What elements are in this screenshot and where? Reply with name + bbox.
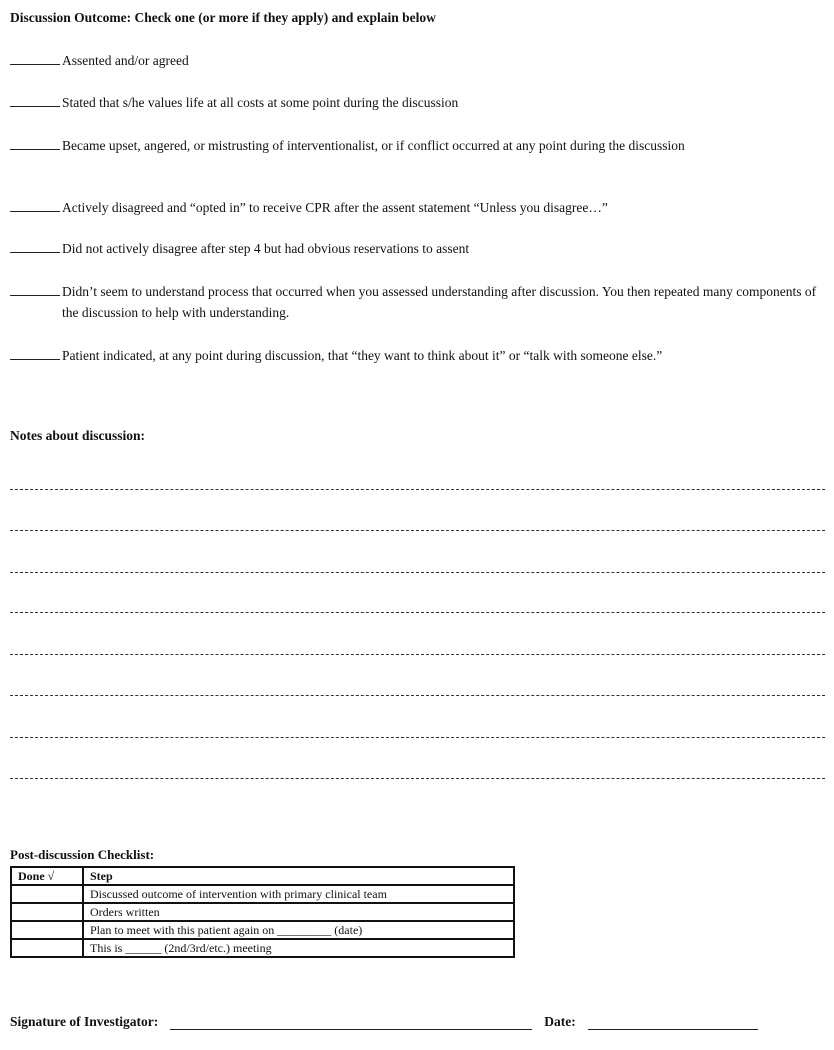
outcome-option-text: Became upset, angered, or mistrusting of interventionalist, or if conflict occurred at any point during the discussion [62,138,685,153]
signature-field[interactable] [170,1015,532,1030]
outcome-option[interactable] [10,50,825,71]
outcome-option[interactable] [10,281,825,323]
checklist-row [11,939,514,957]
outcome-option-text: Did not actively disagree after step 4 but had obvious reservations to assent [62,241,470,256]
done-cell[interactable] [11,939,83,957]
checkbox-blank[interactable] [10,281,60,296]
outcome-option[interactable] [10,197,825,218]
date-label: Date: [544,1014,576,1029]
checkbox-blank[interactable] [10,135,60,150]
outcome-option[interactable] [10,92,825,113]
outcome-option-text: Assented and/or agreed [62,53,189,68]
step-cell: Orders written [83,903,514,921]
notes-line[interactable] [10,612,825,613]
done-cell[interactable] [11,903,83,921]
outcome-option[interactable] [10,238,825,259]
checklist-header-row [11,867,514,885]
outcome-option-text: Actively disagreed and “opted in” to receive CPR after the assent statement “Unless you disagree…” [62,200,608,215]
checklist-row [11,885,514,903]
notes-line[interactable] [10,530,825,531]
notes-title: Notes about discussion: [10,428,146,443]
checkbox-blank[interactable] [10,238,60,253]
notes-line[interactable] [10,489,825,490]
step-cell: Plan to meet with this patient again on _________ (date) [83,921,514,939]
checkbox-blank[interactable] [10,345,60,360]
date-field[interactable] [588,1015,758,1030]
checkbox-blank[interactable] [10,197,60,212]
step-cell: Discussed outcome of intervention with primary clinical team [83,885,514,903]
notes-line[interactable] [10,737,825,738]
checklist-row [11,903,514,921]
step-column-header: Step [83,867,514,885]
outcome-option-text: Stated that s/he values life at all costs at some point during the discussion [62,95,459,110]
discussion-outcome-heading: Discussion Outcome: Check one (or more if they apply) and explain below [10,10,436,25]
signature-label: Signature of Investigator: [10,1014,159,1029]
checklist-row [11,921,514,939]
outcome-option-text: Didn’t seem to understand process that occurred when you assessed understanding after discussion. You then repeated many components of the discussion to help with understanding. [62,284,817,320]
signature-row [10,1014,825,1030]
notes-line[interactable] [10,572,825,573]
outcome-option[interactable] [10,345,825,366]
notes-line[interactable] [10,654,825,655]
checkbox-blank[interactable] [10,50,60,65]
step-cell: This is ______ (2nd/3rd/etc.) meeting [83,939,514,957]
checkbox-blank[interactable] [10,92,60,107]
checklist-title: Post-discussion Checklist: [10,847,155,862]
post-discussion-checklist [10,866,515,958]
done-cell[interactable] [11,885,83,903]
outcome-option[interactable] [10,135,825,156]
done-cell[interactable] [11,921,83,939]
notes-line[interactable] [10,778,825,779]
notes-line[interactable] [10,695,825,696]
done-column-header: Done √ [11,867,83,885]
outcome-option-text: Patient indicated, at any point during discussion, that “they want to think about it” or “talk with someone else.” [62,348,663,363]
